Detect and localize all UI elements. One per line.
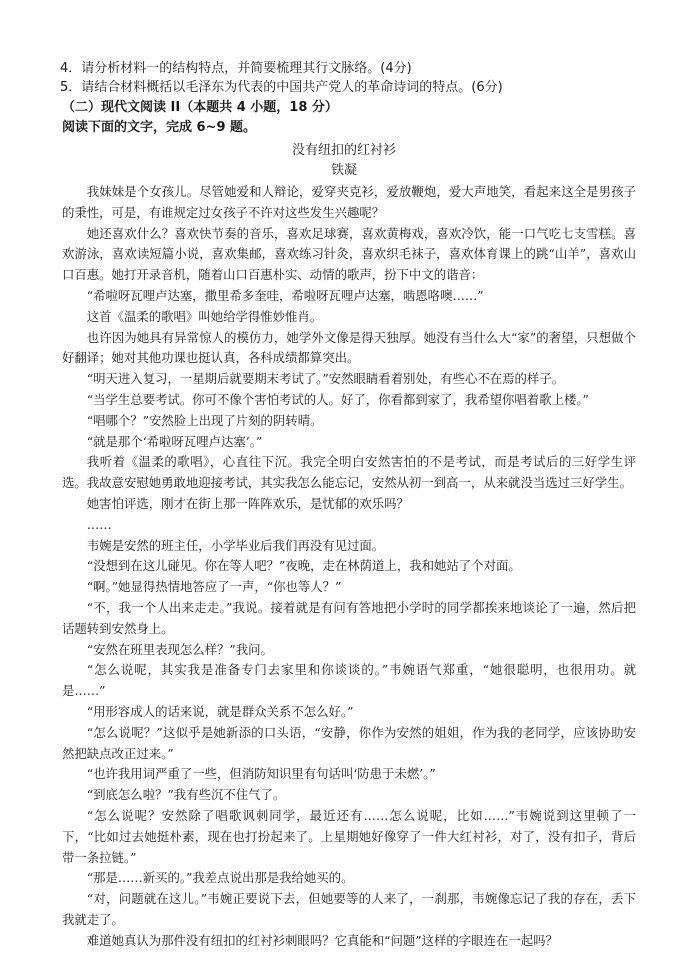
story-title: 没有纽扣的红衬衫 [291,143,396,158]
question-4: 4．请分析材料一的结构特点，并简要梳理其行文脉络。(4分) [60,61,412,76]
story-paragraph: 她还喜欢什么？喜欢快节奏的音乐，喜欢足球赛，喜欢黄梅戏，喜欢冷饮，能一口气吃七支雪糕。喜欢游泳，喜欢读短篇小说，喜欢集邮，喜欢练习针灸，喜欢织毛袜子，喜欢体育课上的跳“山羊”，喜欢山口百惠。她打开录音机，随着山口百惠朴实、动情的歌声，扮下中文的谐音： [62,225,636,283]
story-paragraph: “也许我用词严重了一些，但消防知识里有句话叫‘防患于未燃’。” [86,766,436,782]
section-heading: （二）现代文阅读 II（本题共 4 小题，18 分） [62,100,338,115]
story-paragraph: 这首《温柔的歌唱》叫她给学得惟妙惟肖。 [86,308,323,324]
story-paragraph: “到底怎么啦？”我有些沉不住气了。 [86,787,286,803]
story-paragraph: 她害怕评选，刚才在街上那一阵阵欢乐，是忧郁的欢乐吗？ [86,495,409,511]
story-paragraph: “那是……新买的。”我差点说出那是我给她买的。 [86,870,354,886]
story-paragraph: “没想到在这儿碰见。你在等人吧？”夜晚，走在林荫道上，我和她站了个对面。 [86,558,521,574]
story-paragraph: “希啦呀瓦哩卢达塞，撒里希多奎哇，希啦呀瓦哩卢达塞，啮恩咯噢……” [86,287,484,303]
story-ellipsis: …… [86,516,112,532]
story-paragraph: “唱哪个？”安然脸上出现了片刻的阴转晴。 [86,412,323,428]
story-paragraph: “就是那个‘希啦呀瓦哩卢达塞’。” [86,433,263,449]
story-paragraph: “用形容成人的话来说，就是群众关系不怎么好。” [86,703,354,719]
story-author: 铁凝 [330,163,357,178]
story-paragraph: “安然在班里表现怎么样？”我问。 [86,641,273,657]
story-paragraph: “当学生总要考试。你可不像个害怕考试的人。好了，你看都到家了，我希望你唱着歌上楼。” [86,391,589,407]
story-paragraph: 也许因为她具有异常惊人的模仿力，她学外文像是得天独厚。她没有当什么大“家”的奢望，只想做个好翻译；她对其他功课也挺认真，各科成绩都算突出。 [62,329,636,366]
story-paragraph: 我听着《温柔的歌唱》，心直往下沉。我完全明白安然害怕的不是考试，而是考试后的三好学生评选。我故意安慰她勇敢地迎接考试，其实我怎么能忘记，安然从初一到高一，从来就没当选过三好学生。 [62,454,636,491]
story-paragraph: 韦婉是安然的班主任，小学毕业后我们再没有见过面。 [86,537,385,553]
story-paragraph: “怎么说呢，其实我是准备专门去家里和你谈谈的。”韦婉语气郑重，“她很聪明，也很用功。就是……” [62,662,636,699]
story-paragraph: “怎么说呢？”这似乎是她新添的口头语，“安静，你作为安然的姐姐，作为我的老同学，应该协助安然把缺点改正过来。” [62,724,636,761]
section-instruction: 阅读下面的文字，完成 6~9 题。 [62,120,257,135]
story-paragraph: “明天进入复习，一星期后就要期末考试了。”安然眼睛看着别处，有些心不在焉的样子。 [86,371,565,387]
question-5: 5．请结合材料概括以毛泽东为代表的中国共产党人的革命诗词的特点。(6分) [60,80,503,95]
story-paragraph: “怎么说呢？安然除了唱歌讽刺同学，最近还有……怎么说呢，比如……”韦婉说到这里顿了一下，“比如过去她挺朴素，现在也打扮起来了。上星期她好像穿了一件大红衬衫，对了，没有扣子，背后带一条拉链。” [62,807,636,865]
story-body [62,182,636,951]
story-paragraph: “不，我一个人出来走走。”我说。接着就是有问有答地把小学时的同学都挨来地谈论了一遍，然后把话题转到安然身上。 [62,599,636,636]
story-paragraph: 我妹妹是个女孩儿。尽管她爱和人辩论，爱穿夹克衫，爱放鞭炮，爱大声地笑，看起来这全是男孩子的秉性，可是，有谁规定过女孩子不许对这些发生兴趣呢？ [62,184,636,220]
story-paragraph: 难道她真认为那件没有纽扣的红衬衫刺眼吗？它真能和“问题”这样的字眼连在一起吗？ [86,932,558,948]
story-paragraph: “对，问题就在这儿。”韦婉正要说下去，但她要等的人来了，一刹那，韦婉像忘记了我的存在，丢下我就走了。 [62,891,636,927]
story-paragraph: “啊。”她显得热情地答应了一声，“你也等人？” [86,579,342,595]
